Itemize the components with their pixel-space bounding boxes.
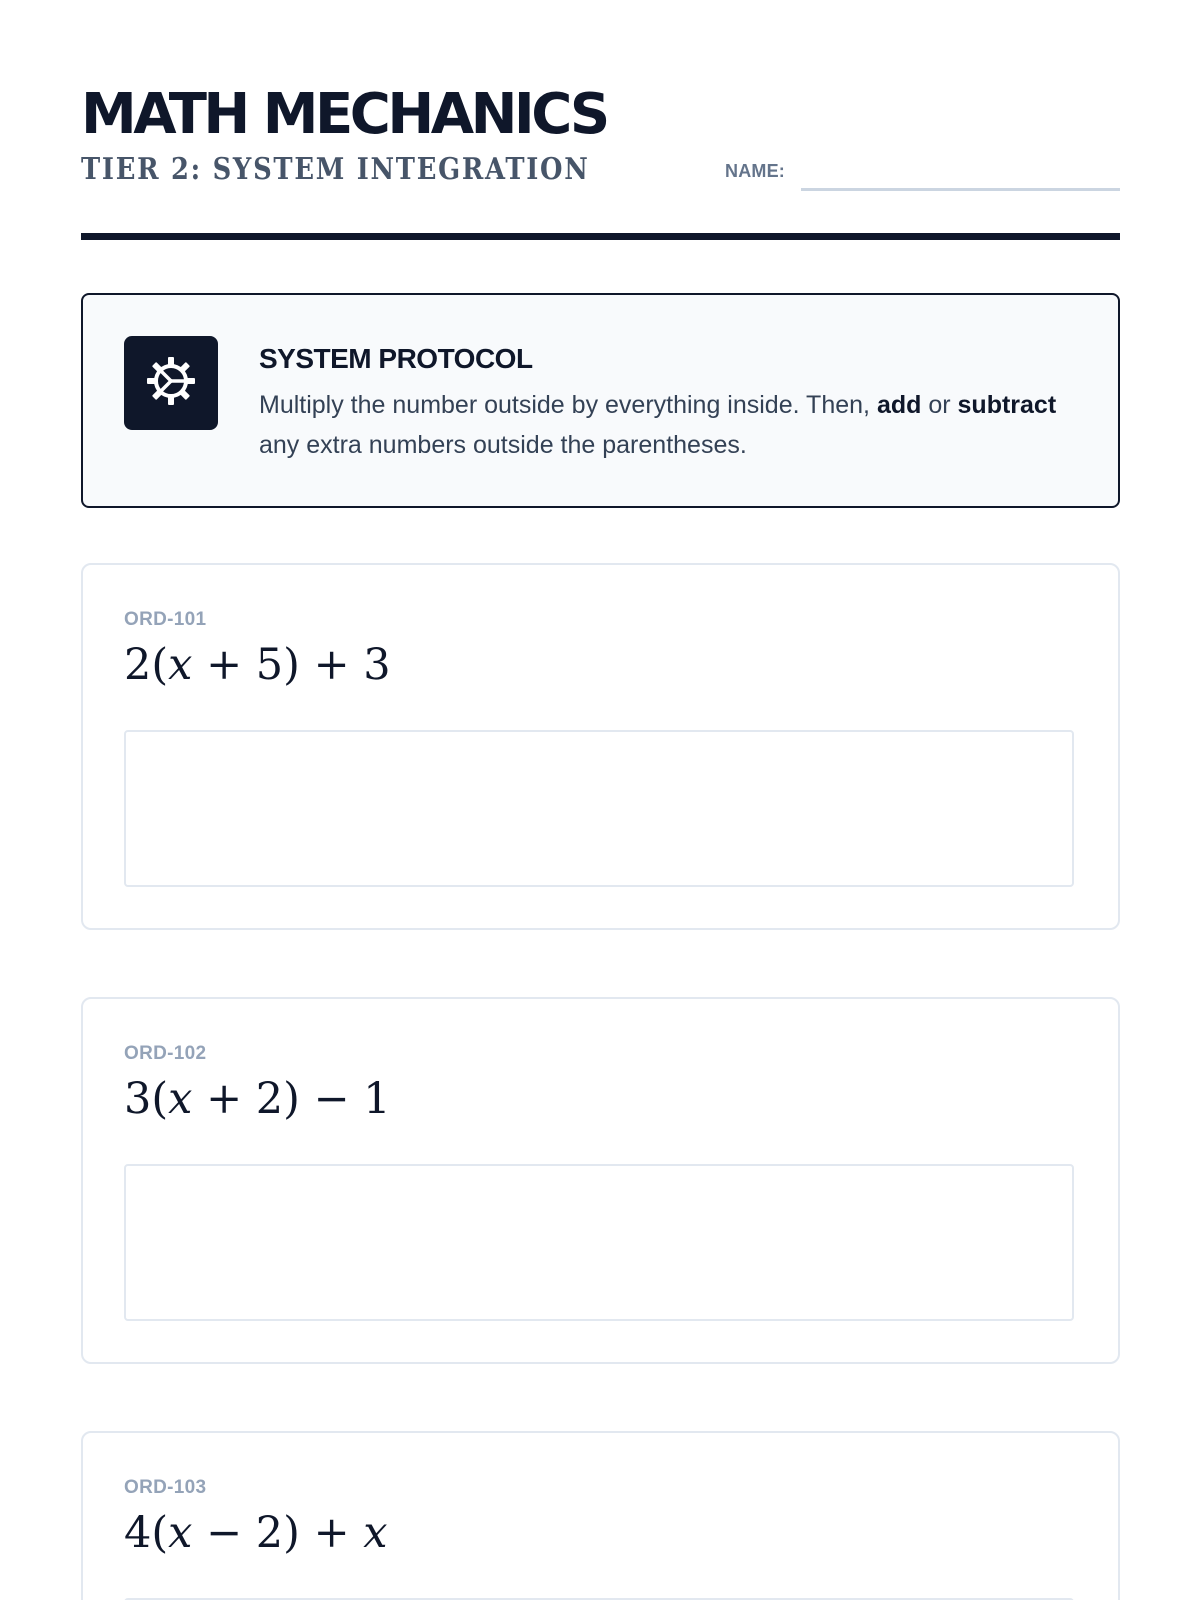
protocol-instructions: Multiply the number outside by everything inside. Then, add or subtract any extra numbers outside the parentheses. [259,391,1057,459]
name-field[interactable] [801,188,1120,191]
page-subtitle: TIER 2: SYSTEM INTEGRATION [81,152,590,187]
header-divider [81,233,1120,240]
problem-id: ORD-102 [124,1043,207,1064]
problem-expression: 4(x − 2) + x [124,1508,388,1558]
protocol-title: SYSTEM PROTOCOL [259,343,533,374]
problem-card [81,997,1120,1364]
protocol-icon-badge [124,336,218,430]
answer-box[interactable] [124,730,1074,887]
problem-card [81,1431,1120,1600]
emphasis-add: add [876,391,922,419]
problem-id: ORD-103 [124,1477,207,1498]
problem-id: ORD-101 [124,609,207,630]
page-title: MATH MECHANICS [81,82,607,147]
gear-icon [145,355,197,412]
emphasis-subtract: subtract [957,391,1057,419]
name-label: NAME: [725,161,785,181]
protocol-panel [81,293,1120,508]
problem-card [81,563,1120,930]
problem-expression: 2(x + 5) + 3 [124,640,391,690]
answer-box[interactable] [124,1164,1074,1321]
problem-expression: 3(x + 2) − 1 [124,1074,391,1124]
